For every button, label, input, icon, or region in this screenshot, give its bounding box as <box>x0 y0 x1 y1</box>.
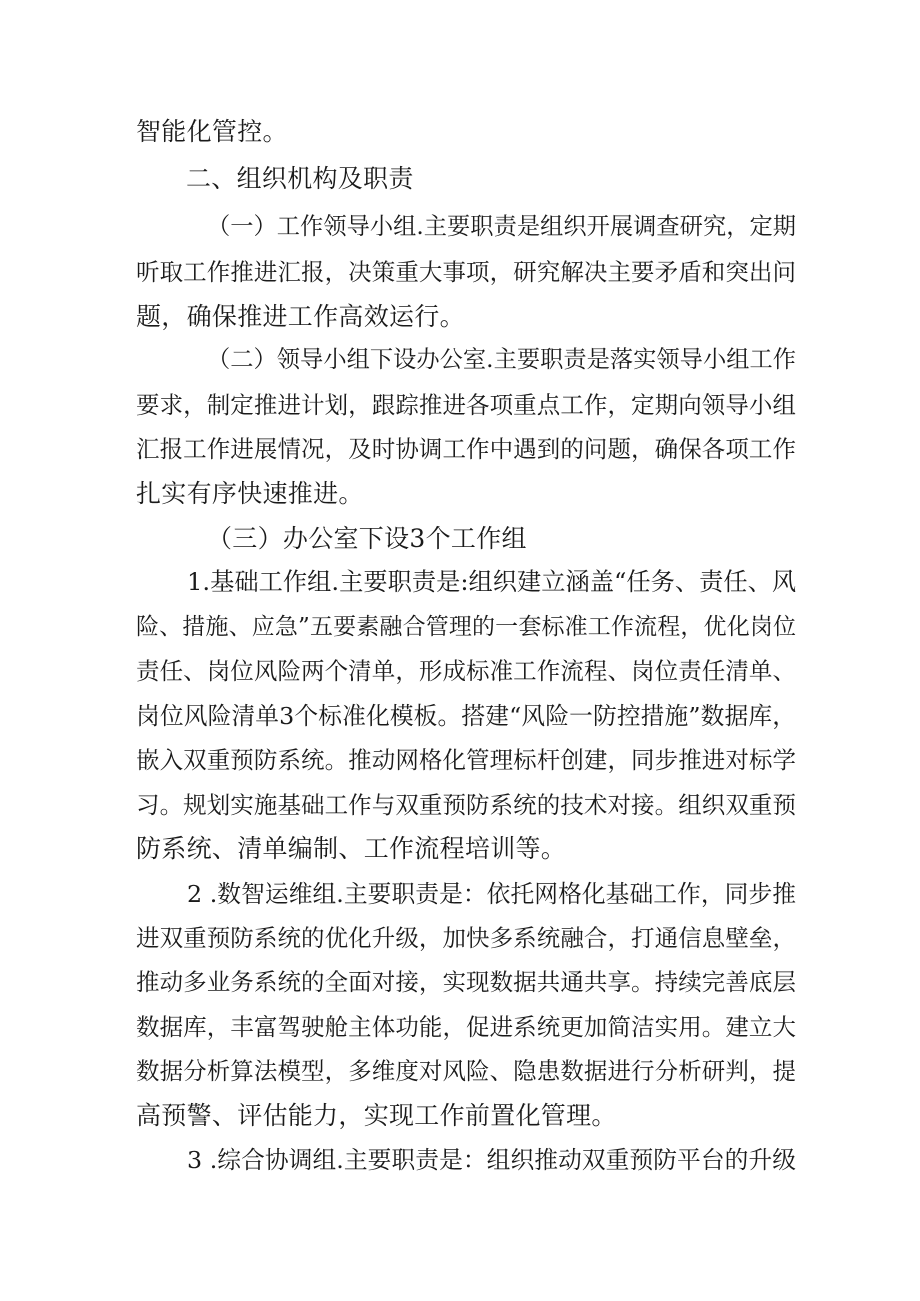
paragraph-line: 听取工作推进汇报，决策重大事项，研究解决主要矛盾和突出问 <box>136 258 796 286</box>
paragraph-line: （一）工作领导小组.主要职责是组织开展调查研究，定期 <box>207 213 796 240</box>
text-line-continuation: 智能化管控。 <box>136 117 288 146</box>
paragraph-line: 推动多业务系统的全面对接，实现数据共通共享。持续完善底层 <box>136 968 796 996</box>
paragraph-line: 险、措施、应急”五要素融合管理的一套标准工作流程，优化岗位 <box>136 614 796 640</box>
paragraph-line: 汇报工作进展情况，及时协调工作中遇到的问题，确保各项工作 <box>136 435 796 463</box>
paragraph-line: 1.基础工作组.主要职责是:组织建立涵盖“任务、责任、风 <box>187 567 797 596</box>
paragraph-line: （二）领导小组下设办公室.主要职责是落实领导小组工作 <box>207 346 796 373</box>
section-heading: 二、组织机构及职责 <box>186 164 414 193</box>
paragraph-line: 要求，制定推进计划，跟踪推进各项重点工作，定期向领导小组 <box>136 391 796 419</box>
paragraph-line: 嵌入双重预防系统。推动网格化管理标杆创建，同步推进对标学 <box>136 746 796 774</box>
paragraph-line: 岗位风险清单3个标准化模板。搭建“风险一防控措施”数据库， <box>136 702 796 730</box>
paragraph-line: 进双重预防系统的优化升级，加快多系统融合，打通信息壁垒， <box>136 924 796 952</box>
paragraph-line: 责任、岗位风险两个清单，形成标准工作流程、岗位责任清单、 <box>136 657 796 685</box>
paragraph-line: 习。规划实施基础工作与双重预防系统的技术对接。组织双重预 <box>136 791 796 819</box>
subsection-heading: （三）办公室下设3个工作组 <box>207 524 527 553</box>
paragraph-line: 高预警、评估能力，实现工作前置化管理。 <box>136 1101 617 1130</box>
paragraph-line: 扎实有序快速推进。 <box>136 479 364 508</box>
paragraph-line: 题，确保推进工作高效运行。 <box>136 302 465 331</box>
paragraph-line: 数据库，丰富驾驶舱主体功能，促进系统更加简洁实用。建立大 <box>136 1013 796 1041</box>
paragraph-line: 2 .数智运维组.主要职责是：依托网格化基础工作，同步推 <box>187 880 796 908</box>
paragraph-line: 3 .综合协调组.主要职责是：组织推动双重预防平台的升级 <box>187 1146 796 1174</box>
paragraph-line: 防系统、清单编制、工作流程培训等。 <box>136 834 567 863</box>
paragraph-line: 数据分析算法模型，多维度对风险、隐患数据进行分析研判，提 <box>136 1057 796 1085</box>
